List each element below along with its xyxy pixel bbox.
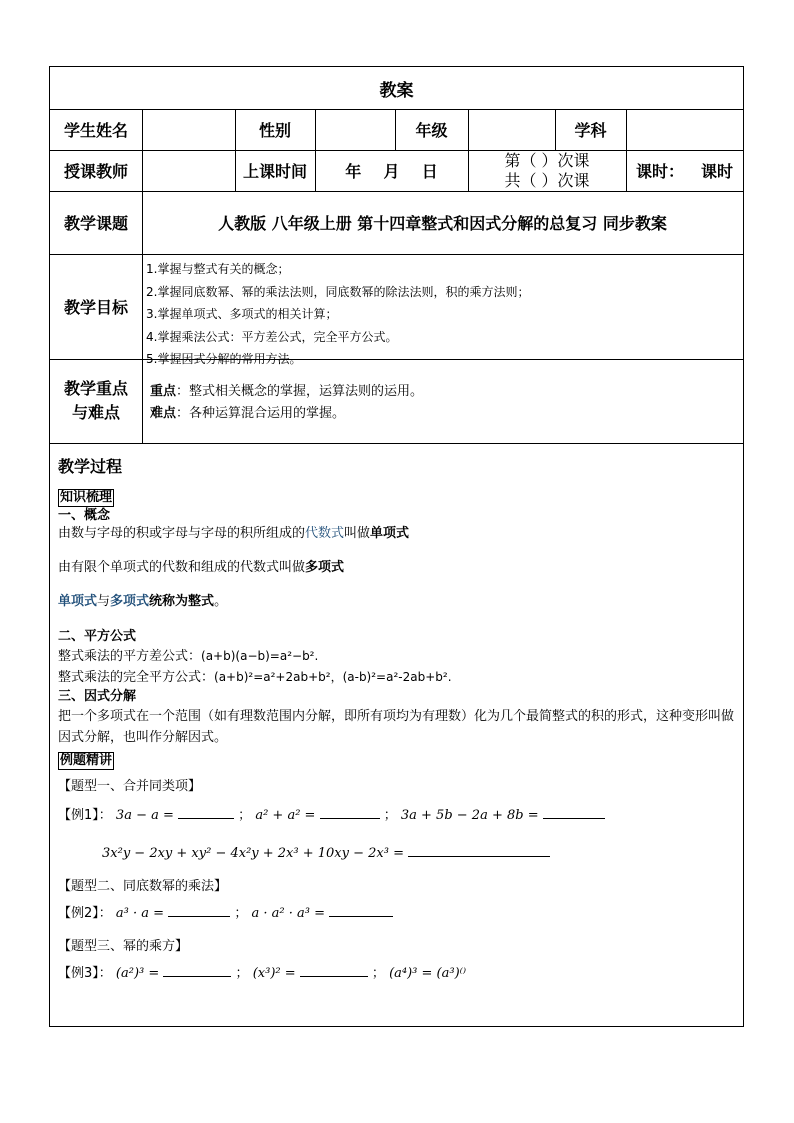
separator: ；: [238, 808, 252, 823]
answer-blank[interactable]: [329, 915, 393, 917]
separator: ；: [371, 966, 385, 981]
answer-blank[interactable]: [408, 855, 550, 857]
keypoints-label-line1: 教学重点: [63, 379, 128, 398]
subject-field[interactable]: [626, 109, 743, 150]
hours-label: 课时：: [636, 162, 685, 181]
answer-blank[interactable]: [163, 975, 231, 977]
example1-line2: [58, 844, 738, 864]
session-count: [468, 150, 626, 191]
row-divider: [50, 443, 743, 444]
knowledge-tag: 知识梳理: [60, 490, 113, 505]
expression: (x³)² =: [252, 966, 296, 981]
expression: a³ · a =: [115, 906, 165, 921]
example3-line: [58, 964, 738, 984]
grade-field[interactable]: [468, 109, 555, 150]
focus-line: [150, 381, 740, 403]
example-label: 【例3】：: [58, 966, 112, 981]
difficulty-text: ：各种运算混合运用的掌握。: [176, 406, 346, 421]
expression: (a⁴)³ = (a³)⁽⁾: [389, 966, 467, 981]
type1-title: 【题型一、合并同类项】: [58, 779, 202, 794]
row-divider: [50, 254, 743, 255]
section-factorization-title: 三、因式分解: [58, 689, 137, 704]
text-span: 整式乘法的完全平方公式：: [58, 670, 215, 685]
separator: ；: [383, 808, 397, 823]
monomial-definition: [58, 524, 738, 544]
hours-unit: 课时: [700, 162, 733, 181]
expression: 3a − a =: [115, 808, 174, 823]
date-field[interactable]: 年 月 日: [345, 162, 438, 181]
teacher-field[interactable]: [142, 150, 235, 191]
difficulty-line: [150, 403, 740, 425]
integral-expression-term: 统称为整式: [149, 594, 215, 609]
factorization-definition: 把一个多项式在一个范围（如有理数范围内分解，即所有项均为有理数）化为几个最简整式的积的形式，这种变形叫做因式分解，也叫作分解因式。: [58, 709, 735, 745]
formula: (a+b)(a−b)=a²−b².: [201, 649, 319, 663]
focus-label: 重点: [150, 384, 177, 399]
topic-label: 教学课题: [63, 214, 128, 233]
gender-label: 性别: [258, 121, 291, 140]
separator: ；: [234, 906, 248, 921]
expression: a² + a² =: [255, 808, 316, 823]
section-square-formulas-title: 二、平方公式: [58, 629, 137, 644]
student-name-field[interactable]: [142, 109, 235, 150]
text-span: 由有限个单项式的代数和组成的代数式叫做: [58, 560, 306, 575]
examples-tag: 例题精讲: [60, 753, 113, 768]
answer-blank[interactable]: [168, 915, 230, 917]
grade-label: 年级: [415, 121, 448, 140]
keypoints-content: [150, 381, 740, 425]
lesson-plan-table: [49, 66, 744, 1027]
example-label: 【例2】：: [58, 906, 112, 921]
goals-label: 教学目标: [63, 298, 128, 317]
answer-blank[interactable]: [300, 975, 368, 977]
perfect-square-formula: [58, 667, 738, 688]
expression: 3a + 5b − 2a + 8b =: [400, 808, 539, 823]
difficulty-label: 难点: [150, 406, 177, 421]
page-title: 教案: [379, 80, 414, 101]
answer-blank[interactable]: [320, 817, 380, 819]
goal-item: 2.掌握同底数幂、幂的乘法法则，同底数幂的除法法则，积的乘方法则；: [146, 284, 530, 299]
hours-field: [626, 150, 743, 191]
polynomial-term: 多项式: [110, 594, 150, 609]
text-span: 与: [97, 594, 111, 609]
goals-list: [146, 258, 744, 371]
integral-expression-definition: [58, 592, 738, 612]
teacher-label: 授课教师: [63, 162, 128, 181]
polynomial-term: 多项式: [305, 560, 345, 575]
subject-label: 学科: [574, 121, 607, 140]
topic-value: 人教版 八年级上册 第十四章整式和因式分解的总复习 同步教案: [218, 214, 667, 233]
example-label: 【例1】：: [58, 808, 112, 823]
example2-line: [58, 904, 738, 924]
goal-item: 4.掌握乘法公式：平方差公式，完全平方公式。: [146, 329, 398, 344]
example1-line1: [58, 806, 738, 826]
algebraic-expression-term: 代数式: [305, 526, 345, 541]
type2-title: 【题型二、同底数幂的乘法】: [58, 879, 228, 894]
text-span: 。: [214, 594, 228, 609]
focus-text: ：整式相关概念的掌握，运算法则的运用。: [176, 384, 424, 399]
formula: (a+b)²=a²+2ab+b²，(a-b)²=a²-2ab+b².: [214, 670, 452, 684]
text-span: 由数与字母的积或字母与字母的积所组成的: [58, 526, 306, 541]
session-current: 第（ ）次课: [504, 150, 590, 170]
teaching-process: [58, 450, 738, 984]
student-name-label: 学生姓名: [63, 121, 128, 140]
keypoints-label-line2: 与难点: [71, 403, 120, 422]
difference-of-squares-formula: [58, 646, 738, 667]
gender-field[interactable]: [315, 109, 395, 150]
polynomial-definition: [58, 558, 738, 578]
section-concepts-title: 一、概念: [58, 508, 111, 523]
answer-blank[interactable]: [178, 817, 234, 819]
monomial-term: 单项式: [58, 594, 98, 609]
expression: a · a² · a³ =: [251, 906, 325, 921]
text-span: 整式乘法的平方差公式：: [58, 649, 202, 664]
goal-item: 1.掌握与整式有关的概念；: [146, 262, 290, 276]
keypoints-label: [50, 359, 142, 443]
process-heading: 教学过程: [58, 457, 123, 476]
goal-item: 5.掌握因式分解的常用方法。: [146, 352, 302, 366]
expression: 3x²y − 2xy + xy² − 4x²y + 2x³ + 10xy − 2x³ =: [102, 846, 404, 861]
type3-title: 【题型三、幂的乘方】: [58, 939, 189, 954]
session-total: 共（ ）次课: [504, 170, 590, 190]
class-time-label: 上课时间: [242, 162, 307, 181]
goal-item: 3.掌握单项式、多项式的相关计算；: [146, 307, 338, 321]
separator: ；: [235, 966, 249, 981]
monomial-term: 单项式: [370, 526, 410, 541]
expression: (a²)³ =: [115, 966, 160, 981]
text-span: 叫做: [344, 526, 371, 541]
answer-blank[interactable]: [543, 817, 605, 819]
